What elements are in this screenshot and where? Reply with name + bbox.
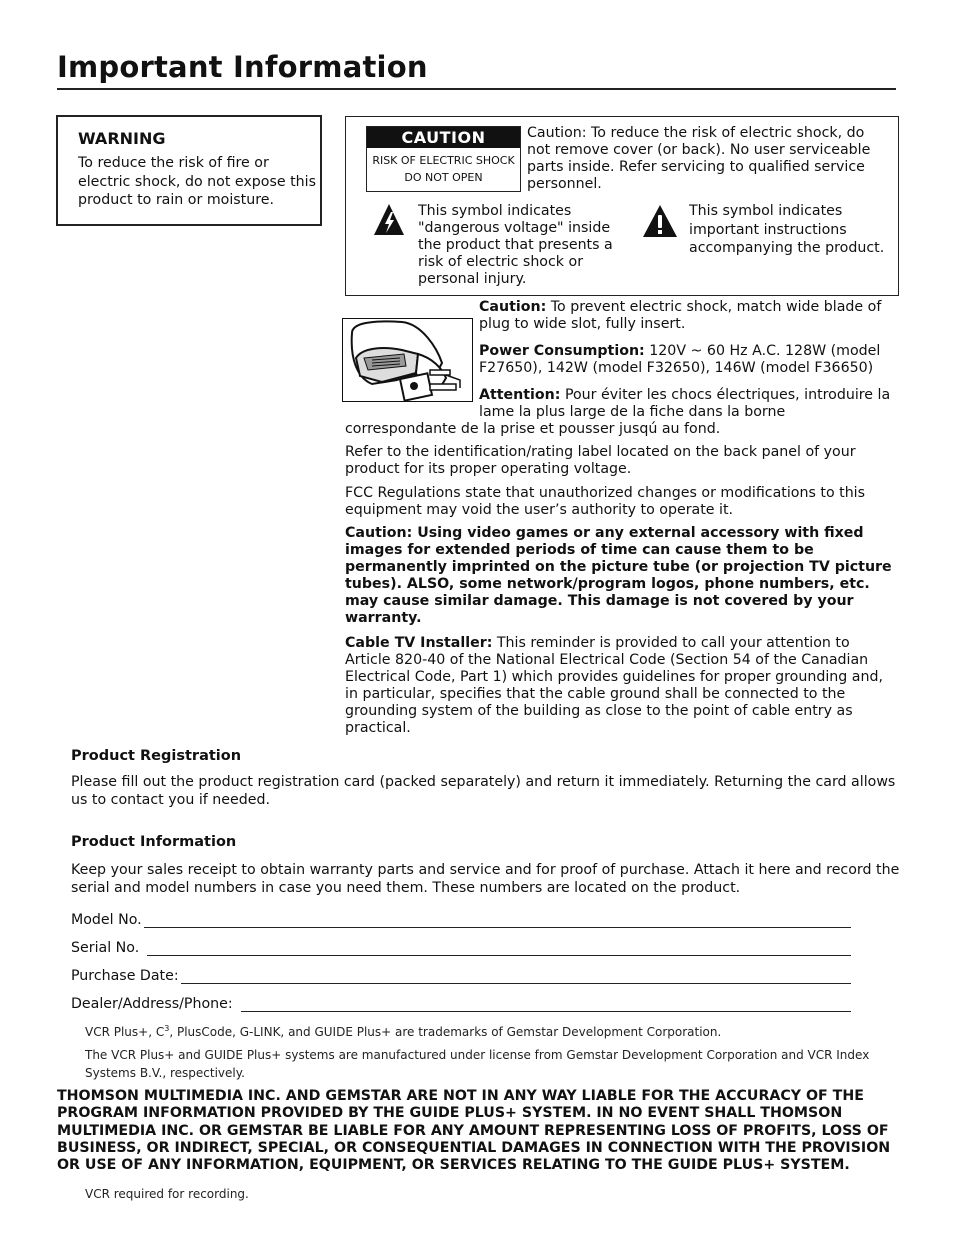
cable-installer-label: Cable TV Installer:: [345, 635, 493, 651]
caution-label-heading: CAUTION: [367, 127, 520, 148]
exclamation-triangle-icon: [642, 204, 678, 238]
product-registration-heading: Product Registration: [71, 748, 242, 764]
refer-paragraph: Refer to the identification/rating label located on the back panel of your product for its proper operating voltage.: [345, 444, 856, 477]
cable-installer-paragraph: [345, 635, 893, 737]
model-number-label: Model No.: [71, 912, 142, 928]
product-information-text: Keep your sales receipt to obtain warranty parts and service and for proof of purchase. Attach it here and record the serial and model numbers in case you need them. These numbers are located on the product.: [71, 862, 900, 896]
trademark-post: , PlusCode, G-LINK, and GUIDE Plus+ are trademarks of Gemstar Development Corporation.: [169, 1025, 722, 1039]
caution-label-line1: RISK OF ELECTRIC SHOCK: [372, 154, 515, 167]
lightning-triangle-icon: [373, 203, 405, 236]
caution-video-paragraph: Caution: Using video games or any external accessory with fixed images for extended periods of time can cause them to be permanently imprinted on the picture tube (or projection TV picture tubes). ALSO, some network/program logos, phone numbers, etc. may cause similar damage. This damage is not covered by your warranty.: [345, 525, 892, 626]
caution-text: Caution: To reduce the risk of electric shock, do not remove cover (or back). No user serviceable parts inside. Refer servicing to qualified service personnel.: [527, 125, 871, 192]
symbol-important-instructions-text: This symbol indicates important instructions accompanying the product.: [689, 203, 885, 256]
symbol-dangerous-voltage-text: This symbol indicates "dangerous voltage" inside the product that presents a risk of electric shock or personal injury.: [418, 203, 613, 287]
title-rule: [57, 88, 896, 90]
trademark-sup: 3: [164, 1024, 170, 1033]
attention-text: Pour éviter les chocs électriques, introduire la lame la plus large de la fiche dans la borne correspondante de la prise et pousser jusqú au fond.: [345, 387, 891, 437]
attention-wrap: [345, 387, 893, 438]
warning-heading: WARNING: [78, 129, 166, 148]
dealer-field[interactable]: [71, 992, 851, 1012]
trademark-text: [85, 1020, 885, 1041]
serial-number-label: Serial No.: [71, 940, 140, 956]
purchase-date-label: Purchase Date:: [71, 968, 179, 984]
dealer-label: Dealer/Address/Phone:: [71, 996, 233, 1012]
model-number-line[interactable]: [144, 913, 851, 928]
caution-plug-text: To prevent electric shock, match wide blade of plug to wide slot, fully insert.: [479, 299, 882, 332]
page-title: Important Information: [57, 50, 428, 84]
power-consumption-paragraph: [479, 343, 893, 377]
caution-plug-label: Caution:: [479, 299, 547, 315]
attention-label: Attention:: [479, 387, 561, 403]
caution-label-subtext: [367, 152, 520, 186]
serial-number-field[interactable]: [71, 936, 851, 956]
vcr-required-note: VCR required for recording.: [85, 1187, 249, 1201]
model-number-field[interactable]: [71, 908, 851, 928]
license-text: The VCR Plus+ and GUIDE Plus+ systems are manufactured under license from Gemstar Development Corporation and VCR Index Systems B.V., respectively.: [85, 1048, 870, 1080]
cable-installer-text: This reminder is provided to call your attention to Article 820-40 of the National Electrical Code (Section 54 of the Canadian Electrical Code, Part 1) which provides guidelines for proper grounding and, in particular, specifies that the cable ground shall be connected to the grounding system of the building as close to the point of cable entry as practical.: [345, 635, 883, 736]
product-information-heading: Product Information: [71, 834, 237, 850]
caution-label-line2: DO NOT OPEN: [404, 171, 483, 184]
trademark-pre: VCR Plus+, C: [85, 1025, 165, 1039]
attention-indent: [345, 387, 479, 421]
dealer-line[interactable]: [241, 997, 851, 1012]
power-consumption-label: Power Consumption:: [479, 343, 645, 359]
purchase-date-line[interactable]: [181, 969, 851, 984]
warning-text: To reduce the risk of fire or electric shock, do not expose this product to rain or moisture.: [78, 155, 316, 208]
power-consumption-text: 120V ~ 60 Hz A.C. 128W (model F27650), 142W (model F32650), 146W (model F36650): [479, 343, 881, 376]
liability-disclaimer: THOMSON MULTIMEDIA INC. AND GEMSTAR ARE NOT IN ANY WAY LIABLE FOR THE ACCURACY OF THE PROGRAM INFORMATION PROVIDED BY THE GUIDE PLUS+ SYSTEM. IN NO EVENT SHALL THOMSON MULTIMEDIA INC. OR GEMSTAR BE LIABLE FOR ANY AMOUNT REPRESENTING LOSS OF PROFITS, LOSS OF BUSINESS, OR INDIRECT, SPECIAL, OR CONSEQUENTIAL DAMAGES IN CONNECTION WITH THE PROVISION OR USE OF ANY INFORMATION, EQUIPMENT, OR SERVICES RELATING TO THE GUIDE PLUS+ SYSTEM.: [57, 1088, 891, 1174]
product-registration-text: Please fill out the product registration card (packed separately) and return it immediately. Returning the card allows us to contact you if needed.: [71, 774, 896, 808]
purchase-date-field[interactable]: [71, 964, 851, 984]
fcc-paragraph: FCC Regulations state that unauthorized changes or modifications to this equipment may void the user’s authority to operate it.: [345, 485, 866, 518]
caution-plug-paragraph: [479, 299, 893, 333]
serial-number-line[interactable]: [147, 941, 851, 956]
